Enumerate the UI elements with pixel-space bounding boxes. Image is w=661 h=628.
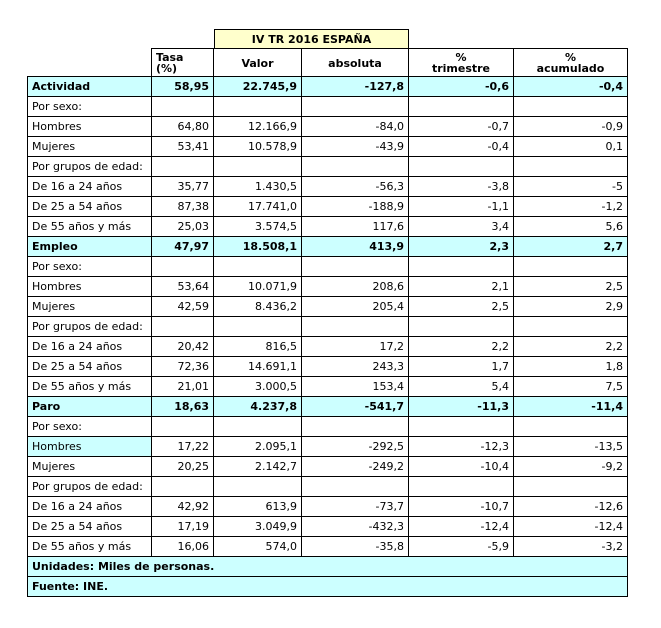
table-row [28,377,628,397]
cell-absoluta [302,97,409,117]
cell-acumulado: 2,5 [514,277,628,297]
cell-trimestre: 2,2 [409,337,514,357]
cell-tasa: 72,36 [152,357,214,377]
cell-absoluta: 243,3 [302,357,409,377]
cell-valor: 22.745,9 [214,77,302,97]
row-label: De 55 años y más [28,217,152,237]
table-body [28,77,628,557]
cell-acumulado: -0,9 [514,117,628,137]
table-row [28,277,628,297]
cell-absoluta: 413,9 [302,237,409,257]
row-label: Por sexo: [28,97,152,117]
cell-trimestre: -10,7 [409,497,514,517]
cell-acumulado: -9,2 [514,457,628,477]
row-label: Paro [28,397,152,417]
table-row [28,517,628,537]
cell-trimestre: 2,3 [409,237,514,257]
table-row [28,217,628,237]
cell-acumulado: 5,6 [514,217,628,237]
cell-trimestre: -12,4 [409,517,514,537]
cell-absoluta: 17,2 [302,337,409,357]
cell-trimestre: -1,1 [409,197,514,217]
row-label: Hombres [28,117,152,137]
cell-valor: 2.095,1 [214,437,302,457]
cell-acumulado: 2,9 [514,297,628,317]
cell-absoluta: -188,9 [302,197,409,217]
cell-trimestre [409,417,514,437]
cell-tasa: 17,22 [152,437,214,457]
cell-valor [214,417,302,437]
cell-valor: 18.508,1 [214,237,302,257]
cell-valor: 4.237,8 [214,397,302,417]
cell-trimestre: -3,8 [409,177,514,197]
header-acumulado [514,49,628,77]
row-label: De 16 a 24 años [28,177,152,197]
cell-tasa: 53,41 [152,137,214,157]
row-label: Mujeres [28,137,152,157]
cell-acumulado: -11,4 [514,397,628,417]
cell-acumulado: -3,2 [514,537,628,557]
cell-valor: 10.071,9 [214,277,302,297]
cell-tasa: 42,92 [152,497,214,517]
row-label: De 25 a 54 años [28,197,152,217]
row-label: Por grupos de edad: [28,477,152,497]
header-blank [28,49,152,77]
cell-acumulado: 1,8 [514,357,628,377]
group-label-row [28,157,628,177]
cell-acumulado: 2,2 [514,337,628,357]
statistics-table [27,48,628,597]
cell-absoluta [302,417,409,437]
cell-absoluta: 153,4 [302,377,409,397]
cell-tasa [152,257,214,277]
cell-absoluta [302,477,409,497]
cell-acumulado: -1,2 [514,197,628,217]
cell-trimestre: -0,7 [409,117,514,137]
row-label: Mujeres [28,457,152,477]
table-row [28,177,628,197]
cell-acumulado: -0,4 [514,77,628,97]
cell-absoluta: -35,8 [302,537,409,557]
row-label: De 55 años y más [28,537,152,557]
cell-acumulado: -12,4 [514,517,628,537]
cell-tasa: 20,42 [152,337,214,357]
cell-absoluta [302,317,409,337]
cell-valor: 3.000,5 [214,377,302,397]
row-label: Empleo [28,237,152,257]
row-label: Por grupos de edad: [28,157,152,177]
cell-absoluta: 205,4 [302,297,409,317]
cell-absoluta: 117,6 [302,217,409,237]
cell-tasa: 87,38 [152,197,214,217]
cell-absoluta: -43,9 [302,137,409,157]
cell-trimestre: -11,3 [409,397,514,417]
category-row [28,237,628,257]
table-row [28,117,628,137]
cell-valor: 613,9 [214,497,302,517]
cell-absoluta: -84,0 [302,117,409,137]
row-label: Mujeres [28,297,152,317]
cell-valor: 1.430,5 [214,177,302,197]
cell-tasa: 42,59 [152,297,214,317]
cell-absoluta: -541,7 [302,397,409,417]
cell-trimestre: 2,1 [409,277,514,297]
cell-absoluta: -127,8 [302,77,409,97]
cell-tasa: 17,19 [152,517,214,537]
row-label: Por sexo: [28,257,152,277]
cell-absoluta: -73,7 [302,497,409,517]
cell-valor: 574,0 [214,537,302,557]
cell-tasa: 25,03 [152,217,214,237]
cell-acumulado: 7,5 [514,377,628,397]
header-acumulado-text: % acumulado [536,51,605,75]
cell-trimestre [409,97,514,117]
cell-valor: 3.049,9 [214,517,302,537]
row-label: De 25 a 54 años [28,357,152,377]
cell-tasa: 58,95 [152,77,214,97]
cell-tasa: 35,77 [152,177,214,197]
cell-trimestre [409,317,514,337]
cell-trimestre: 5,4 [409,377,514,397]
cell-trimestre [409,157,514,177]
cell-valor: 10.578,9 [214,137,302,157]
cell-acumulado: -13,5 [514,437,628,457]
cell-valor: 3.574,5 [214,217,302,237]
row-label: De 16 a 24 años [28,497,152,517]
group-label-row [28,317,628,337]
cell-tasa [152,417,214,437]
cell-absoluta: -249,2 [302,457,409,477]
group-label-row [28,257,628,277]
cell-absoluta: 208,6 [302,277,409,297]
cell-trimestre [409,257,514,277]
table-row [28,497,628,517]
cell-valor: 12.166,9 [214,117,302,137]
cell-valor [214,317,302,337]
row-label: Hombres [28,277,152,297]
header-trimestre [409,49,514,77]
table-row [28,297,628,317]
cell-valor: 816,5 [214,337,302,357]
footer-units-row [28,557,628,577]
cell-tasa: 53,64 [152,277,214,297]
row-label: Hombres [28,437,152,457]
cell-acumulado [514,257,628,277]
cell-trimestre: -0,6 [409,77,514,97]
cell-absoluta [302,157,409,177]
cell-trimestre: -12,3 [409,437,514,457]
cell-valor [214,257,302,277]
table-row [28,437,628,457]
table-row [28,457,628,477]
cell-tasa: 20,25 [152,457,214,477]
cell-valor: 14.691,1 [214,357,302,377]
cell-acumulado: -5 [514,177,628,197]
cell-acumulado [514,157,628,177]
header-tasa [152,49,214,77]
category-row [28,77,628,97]
cell-tasa: 21,01 [152,377,214,397]
footer-units: Unidades: Miles de personas. [28,557,628,577]
footer-source: Fuente: INE. [28,577,628,597]
table-row [28,537,628,557]
row-label: De 55 años y más [28,377,152,397]
table-title: IV TR 2016 ESPAÑA [214,29,409,48]
group-label-row [28,97,628,117]
cell-valor: 17.741,0 [214,197,302,217]
group-label-row [28,417,628,437]
cell-acumulado [514,477,628,497]
cell-absoluta [302,257,409,277]
cell-trimestre: -0,4 [409,137,514,157]
table-row [28,357,628,377]
cell-tasa: 18,63 [152,397,214,417]
cell-valor [214,97,302,117]
header-trimestre-text: % trimestre [431,51,491,75]
table-row [28,197,628,217]
cell-acumulado [514,97,628,117]
cell-acumulado: -12,6 [514,497,628,517]
row-label: Actividad [28,77,152,97]
cell-tasa [152,157,214,177]
row-label: Por grupos de edad: [28,317,152,337]
group-label-row [28,477,628,497]
cell-tasa: 47,97 [152,237,214,257]
cell-trimestre [409,477,514,497]
row-label: Por sexo: [28,417,152,437]
cell-tasa: 64,80 [152,117,214,137]
cell-tasa [152,477,214,497]
row-label: De 16 a 24 años [28,337,152,357]
header-valor: Valor [214,49,302,77]
table-row [28,137,628,157]
header-row [28,49,628,77]
cell-trimestre: -10,4 [409,457,514,477]
cell-acumulado: 2,7 [514,237,628,257]
cell-trimestre: 1,7 [409,357,514,377]
cell-tasa [152,317,214,337]
cell-acumulado: 0,1 [514,137,628,157]
cell-trimestre: -5,9 [409,537,514,557]
cell-trimestre: 2,5 [409,297,514,317]
header-absoluta: absoluta [302,49,409,77]
cell-valor: 8.436,2 [214,297,302,317]
table-row [28,337,628,357]
cell-valor [214,157,302,177]
cell-tasa: 16,06 [152,537,214,557]
footer-source-row [28,577,628,597]
header-tasa-text: Tasa (%) [156,51,184,75]
cell-acumulado [514,417,628,437]
category-row [28,397,628,417]
cell-valor: 2.142,7 [214,457,302,477]
cell-valor [214,477,302,497]
cell-trimestre: 3,4 [409,217,514,237]
row-label: De 25 a 54 años [28,517,152,537]
cell-absoluta: -432,3 [302,517,409,537]
cell-absoluta: -56,3 [302,177,409,197]
cell-acumulado [514,317,628,337]
cell-absoluta: -292,5 [302,437,409,457]
cell-tasa [152,97,214,117]
